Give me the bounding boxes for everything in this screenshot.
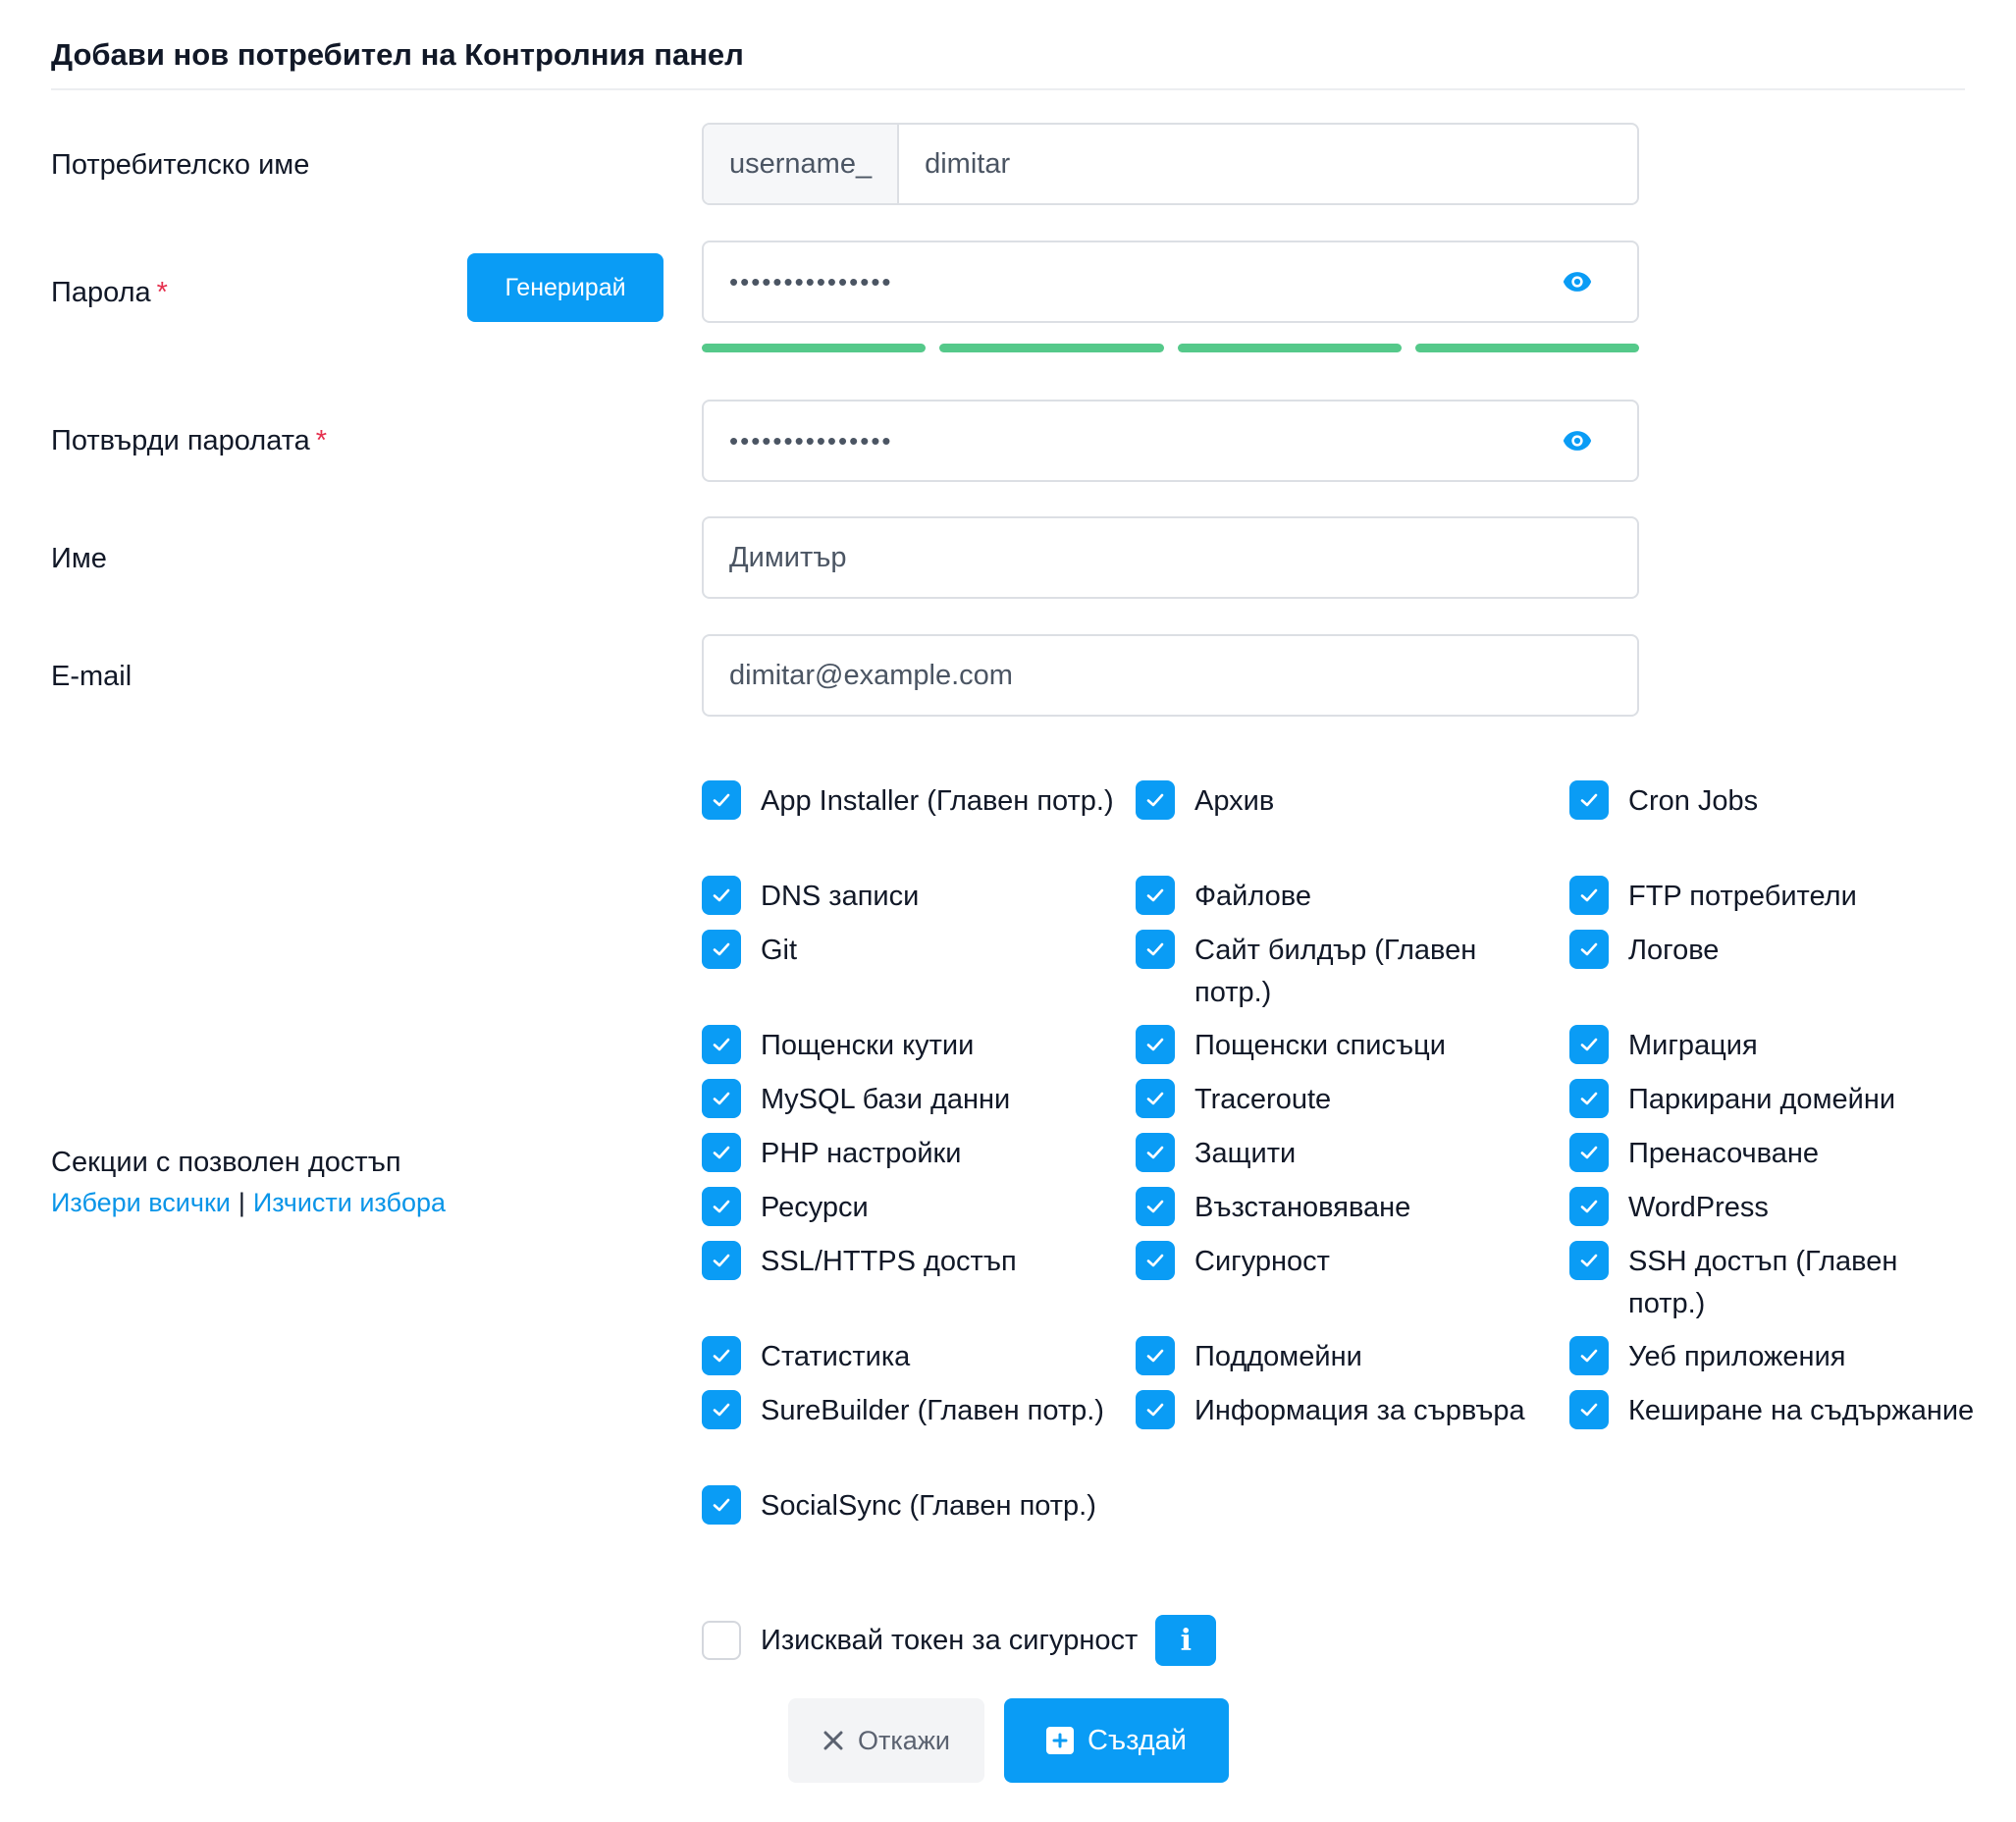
permission-label: SSL/HTTPS достъп xyxy=(761,1246,1017,1277)
eye-icon[interactable] xyxy=(1561,424,1594,457)
permission-checkbox[interactable] xyxy=(1136,1241,1175,1280)
permission-checkbox[interactable] xyxy=(702,1133,741,1172)
check-icon xyxy=(710,1195,733,1218)
permission-item[interactable] xyxy=(702,1390,1114,1432)
permission-item[interactable] xyxy=(1569,1133,1982,1175)
permission-checkbox[interactable] xyxy=(702,1025,741,1064)
strength-segment xyxy=(939,344,1163,352)
check-icon xyxy=(1577,1249,1601,1272)
permission-checkbox[interactable] xyxy=(1569,780,1609,820)
permission-label: Пощенски списъци xyxy=(1194,1030,1446,1061)
password-field xyxy=(702,241,1639,323)
permission-checkbox[interactable] xyxy=(1569,1187,1609,1226)
permission-label: Git xyxy=(761,935,798,966)
permission-label: Миграция xyxy=(1628,1030,1758,1061)
security-token-label: Изисквай токен за сигурност xyxy=(761,1624,1139,1656)
permission-item[interactable] xyxy=(1136,1241,1548,1283)
permission-item[interactable] xyxy=(1569,1187,1982,1229)
link-separator: | xyxy=(238,1188,245,1217)
permission-checkbox[interactable] xyxy=(702,1241,741,1280)
permission-label: SocialSync (Главен потр.) xyxy=(761,1490,1096,1522)
permission-item[interactable] xyxy=(702,876,1114,918)
permission-label: DNS записи xyxy=(761,881,920,912)
permission-label: PHP настройки xyxy=(761,1138,962,1169)
username-prefix: username_ xyxy=(704,125,899,203)
permission-label: Cron Jobs xyxy=(1628,785,1759,817)
email-input[interactable]: dimitar@example.com xyxy=(729,659,1013,691)
username-label: Потребителско име xyxy=(51,149,310,181)
permission-label: App Installer (Главен потр.) xyxy=(761,785,1114,817)
email-field xyxy=(702,634,1639,717)
permission-label: Сайт билдър (Главен потр.) xyxy=(1194,935,1477,1008)
username-input[interactable]: dimitar xyxy=(925,147,1011,180)
password-input[interactable]: ••••••••••••••• xyxy=(729,266,893,296)
check-icon xyxy=(1143,884,1167,907)
check-icon xyxy=(1143,1249,1167,1272)
permission-item[interactable] xyxy=(1136,1336,1548,1378)
permission-label: FTP потребители xyxy=(1628,881,1857,912)
permission-item[interactable] xyxy=(1136,876,1548,918)
name-label: Име xyxy=(51,543,107,574)
permission-item[interactable] xyxy=(1136,780,1548,823)
permission-item[interactable] xyxy=(1136,1390,1548,1432)
check-icon xyxy=(1577,1033,1601,1056)
permission-checkbox[interactable] xyxy=(1569,1133,1609,1172)
check-icon xyxy=(1143,1141,1167,1164)
permission-label: Пренасочване xyxy=(1628,1138,1820,1169)
required-marker: * xyxy=(315,425,328,456)
permission-item[interactable] xyxy=(702,1485,1114,1527)
permission-item[interactable] xyxy=(702,930,1114,972)
permission-item[interactable] xyxy=(1569,930,1982,972)
permission-label: WordPress xyxy=(1628,1192,1769,1223)
permission-checkbox[interactable] xyxy=(702,1187,741,1226)
page-title: Добави нов потребител на Контролния панел xyxy=(51,37,744,72)
permission-checkbox[interactable] xyxy=(1136,780,1175,820)
permission-item[interactable] xyxy=(1569,1241,1982,1325)
cancel-label: Откажи xyxy=(858,1725,950,1755)
permission-label: MySQL бази данни xyxy=(761,1084,1011,1115)
permission-label: Паркирани домейни xyxy=(1628,1084,1896,1115)
permission-item[interactable] xyxy=(702,1187,1114,1229)
permission-checkbox[interactable] xyxy=(1136,1390,1175,1429)
permission-label: Възстановяване xyxy=(1194,1192,1411,1223)
permission-checkbox[interactable] xyxy=(702,930,741,969)
sections-label: Секции с позволен достъп xyxy=(51,1147,401,1178)
check-icon xyxy=(710,1087,733,1110)
check-icon xyxy=(710,1493,733,1517)
check-icon xyxy=(1577,938,1601,961)
permission-label: Защити xyxy=(1194,1138,1297,1169)
cancel-button[interactable] xyxy=(788,1698,984,1783)
permission-item[interactable] xyxy=(702,1241,1114,1283)
check-icon xyxy=(710,1344,733,1367)
close-icon xyxy=(822,1730,844,1751)
eye-icon[interactable] xyxy=(1561,265,1594,298)
permission-label: Сигурност xyxy=(1194,1246,1330,1277)
permission-item[interactable] xyxy=(1569,780,1982,823)
security-token-checkbox[interactable] xyxy=(702,1621,741,1660)
permission-checkbox[interactable] xyxy=(702,876,741,915)
create-label: Създай xyxy=(1088,1724,1187,1756)
permission-item[interactable] xyxy=(1136,930,1548,1014)
permission-checkbox[interactable] xyxy=(1136,1133,1175,1172)
check-icon xyxy=(1143,788,1167,812)
permission-item[interactable] xyxy=(702,1336,1114,1378)
check-icon xyxy=(710,788,733,812)
permission-item[interactable] xyxy=(1569,1025,1982,1067)
check-icon xyxy=(710,1398,733,1421)
strength-segment xyxy=(1178,344,1402,352)
permission-item[interactable] xyxy=(1136,1187,1548,1229)
strength-segment xyxy=(702,344,926,352)
permission-item[interactable] xyxy=(1136,1025,1548,1067)
permission-label: Статистика xyxy=(761,1341,911,1372)
permission-label: SureBuilder (Главен потр.) xyxy=(761,1395,1104,1426)
check-icon xyxy=(1143,1398,1167,1421)
required-marker: * xyxy=(156,277,168,308)
permission-label: Ресурси xyxy=(761,1192,869,1223)
confirm-password-input[interactable]: ••••••••••••••• xyxy=(729,425,893,456)
permission-checkbox[interactable] xyxy=(702,1390,741,1429)
permission-label: Traceroute xyxy=(1194,1084,1332,1115)
check-icon xyxy=(710,884,733,907)
permission-label: Архив xyxy=(1194,785,1275,817)
permission-label: SSH достъп (Главен потр.) xyxy=(1628,1246,1898,1319)
permission-checkbox[interactable] xyxy=(1136,1187,1175,1226)
permission-item[interactable] xyxy=(1569,1390,1982,1432)
confirm-password-label: Потвърди паролата * xyxy=(51,425,328,456)
permission-item[interactable] xyxy=(1136,1079,1548,1121)
permission-checkbox[interactable] xyxy=(1136,1025,1175,1064)
permission-checkbox[interactable] xyxy=(1136,930,1175,969)
permission-label: Уеб приложения xyxy=(1628,1341,1846,1372)
password-strength-meter xyxy=(702,344,1639,352)
name-input[interactable]: Димитър xyxy=(729,541,847,573)
check-icon xyxy=(1143,1087,1167,1110)
permission-checkbox[interactable] xyxy=(1569,876,1609,915)
permission-item[interactable] xyxy=(702,1025,1114,1067)
permission-item[interactable] xyxy=(702,1133,1114,1175)
permission-checkbox[interactable] xyxy=(702,1485,741,1525)
email-label: E-mail xyxy=(51,661,133,692)
generate-password-button[interactable]: Генерирай xyxy=(467,253,663,322)
permission-item[interactable] xyxy=(1136,1133,1548,1175)
permission-item[interactable] xyxy=(1569,1079,1982,1121)
plus-icon xyxy=(1046,1727,1074,1754)
confirm-password-field xyxy=(702,400,1639,482)
permission-checkbox[interactable] xyxy=(1136,1079,1175,1118)
permission-label: Кеширане на съдържание xyxy=(1628,1395,1975,1426)
permission-checkbox[interactable] xyxy=(1569,1336,1609,1375)
permission-item[interactable] xyxy=(1569,1336,1982,1378)
sections-links xyxy=(51,1188,446,1218)
title-divider xyxy=(51,88,1965,90)
permission-checkbox[interactable] xyxy=(702,1079,741,1118)
check-icon xyxy=(1143,938,1167,961)
permission-item[interactable] xyxy=(1569,876,1982,918)
permission-checkbox[interactable] xyxy=(1136,1336,1175,1375)
permission-item[interactable] xyxy=(702,1079,1114,1121)
check-icon xyxy=(710,1033,733,1056)
check-icon xyxy=(1577,788,1601,812)
permission-label: Поддомейни xyxy=(1194,1341,1362,1372)
check-icon xyxy=(710,938,733,961)
permission-checkbox[interactable] xyxy=(1569,1241,1609,1280)
check-icon xyxy=(710,1249,733,1272)
check-icon xyxy=(1577,1398,1601,1421)
create-button[interactable] xyxy=(1004,1698,1229,1783)
permission-label: Файлове xyxy=(1194,881,1311,912)
username-field xyxy=(702,123,1639,205)
permission-checkbox[interactable] xyxy=(702,1336,741,1375)
check-icon xyxy=(1577,884,1601,907)
permission-checkbox[interactable] xyxy=(1569,1025,1609,1064)
check-icon xyxy=(1577,1141,1601,1164)
permission-checkbox[interactable] xyxy=(1136,876,1175,915)
strength-segment xyxy=(1415,344,1639,352)
check-icon xyxy=(1577,1344,1601,1367)
check-icon xyxy=(1143,1033,1167,1056)
permission-checkbox[interactable] xyxy=(1569,930,1609,969)
select-all-link[interactable]: Избери всички xyxy=(51,1188,231,1217)
check-icon xyxy=(1577,1087,1601,1110)
check-icon xyxy=(1143,1344,1167,1367)
clear-selection-link[interactable]: Изчисти избора xyxy=(252,1188,447,1217)
security-token-row xyxy=(702,1615,1216,1666)
permission-label: Пощенски кутии xyxy=(761,1030,975,1061)
password-label: Парола * xyxy=(51,277,168,308)
permission-checkbox[interactable] xyxy=(702,780,741,820)
check-icon xyxy=(710,1141,733,1164)
check-icon xyxy=(1577,1195,1601,1218)
permission-checkbox[interactable] xyxy=(1569,1390,1609,1429)
permission-checkbox[interactable] xyxy=(1569,1079,1609,1118)
permission-item[interactable] xyxy=(702,780,1114,823)
permission-label: Логове xyxy=(1628,935,1720,966)
info-button[interactable]: i xyxy=(1155,1615,1216,1666)
name-field xyxy=(702,516,1639,599)
permission-label: Информация за сървъра xyxy=(1194,1395,1525,1426)
check-icon xyxy=(1143,1195,1167,1218)
